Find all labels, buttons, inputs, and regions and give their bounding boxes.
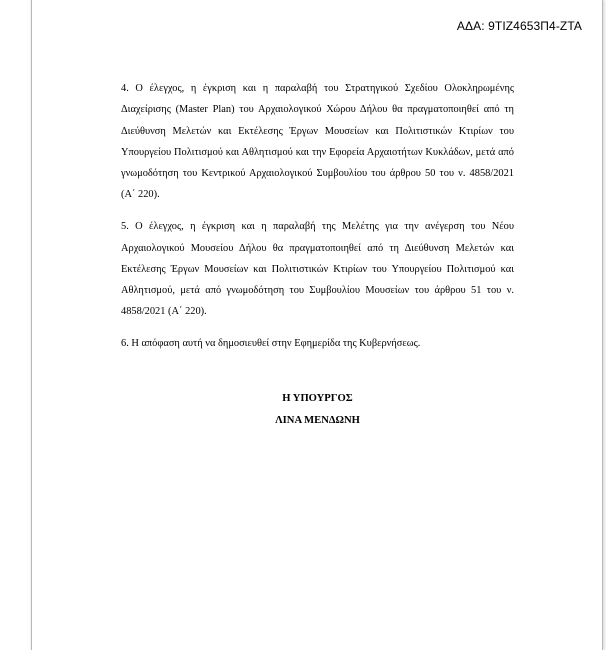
paragraph-6: 6. Η απόφαση αυτή να δημοσιευθεί στην Εφημερίδα της Κυβερνήσεως.	[121, 338, 421, 350]
signature-title: Η ΥΠΟΥΡΓΟΣ	[282, 393, 353, 404]
ada-code: ΑΔΑ: 9ΤΙΖ4653Π4-ΖΤΑ	[456, 19, 582, 33]
paragraph-5: 5. Ο έλεγχος, η έγκριση και η παραλαβή της Μελέτης για την ανέγερση του Νέου Αρχαιολογικού Μουσείου Δήλου θα πραγματοποιηθεί από τη Διεύθυνση Μελετών και Εκτέλεσης Έργων Μουσείων και Πολιτιστικών Κτιρίων του Υπουργείου Πολιτισμού και Αθλητισμού, μετά από γνωμοδότηση του Συμβουλίου Μουσείων του άρθρου 51 του ν. 4858/2021 (Α΄ 220).	[121, 221, 514, 318]
document-body	[121, 78, 514, 365]
signature-name: ΛΙΝΑ ΜΕΝΔΩΝΗ	[275, 414, 360, 426]
signature-block	[121, 388, 514, 431]
document-page	[31, 0, 603, 650]
paragraph-4: 4. Ο έλεγχος, η έγκριση και η παραλαβή του Στρατηγικού Σχεδίου Ολοκληρωμένης Διαχείρισης (Master Plan) του Αρχαιολογικού Χώρου Δήλου θα πραγματοποιηθεί από τη Διεύθυνση Μελετών και Εκτέλεσης Έργων Μουσείων και Πολιτιστικών Κτιρίων του Υπουργείου Πολιτισμού και Αθλητισμού και την Εφορεία Αρχαιοτήτων Κυκλάδων, μετά από γνωμοδότηση του Κεντρικού Αρχαιολογικού Συμβουλίου του άρθρου 50 του ν. 4858/2021 (Α΄ 220).	[121, 83, 514, 201]
